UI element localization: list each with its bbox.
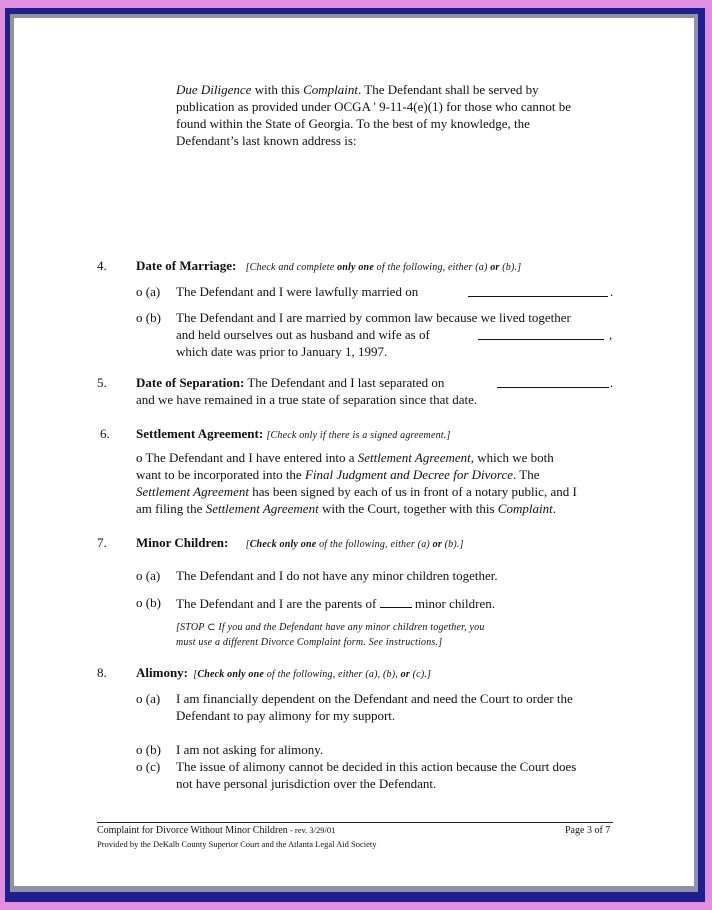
section-4-title: Date of Marriage: [136, 258, 237, 273]
intro-italic-due-diligence: Due Diligence [176, 82, 252, 97]
section-4-number: 4. [97, 258, 107, 273]
note-bold: Check only one [249, 539, 317, 550]
marriage-date-blank[interactable] [468, 284, 608, 302]
checkbox-8c[interactable]: o (c) [136, 759, 161, 774]
note-text: (b).] [441, 539, 464, 550]
section-5-number: 5. [97, 375, 107, 390]
section-5-line-1 [136, 375, 444, 392]
section-6-text: o The Defendant and I have entered into a [136, 450, 358, 465]
section-4b-line-1: The Defendant and I are married by common law because we lived together [176, 310, 571, 325]
intro-line-2: publication as provided under OCGA ' 9-11-4(e)(1) for those who cannot be [176, 99, 572, 114]
footer-page-number: Page 3 of 7 [565, 825, 611, 836]
section-8-note [193, 669, 431, 680]
intro-italic-complaint: Complaint [303, 82, 359, 97]
section-6-text: with the Court, together with this [318, 501, 498, 516]
note-text: [Check and complete [245, 262, 338, 273]
section-8a-line-1: I am financially dependent on the Defendant and need the Court to order the [176, 691, 573, 706]
note-text: of the following, either (a) [373, 262, 491, 273]
section-8b-text: I am not asking for alimony. [176, 742, 324, 757]
section-6-text: . [552, 501, 556, 516]
checkbox-8a[interactable]: o (a) [136, 691, 161, 706]
section-5-title: Date of Separation: [136, 375, 245, 390]
section-7-note [246, 539, 464, 550]
section-5-text: The Defendant and I last separated on [244, 375, 445, 390]
note-bold: or [400, 669, 410, 680]
intro-line-4: Defendant’s last known address is: [176, 133, 357, 148]
section-6-line-2 [136, 467, 540, 484]
section-4a-end: . [610, 284, 614, 299]
section-6-title: Settlement Agreement: [136, 426, 264, 441]
section-6-line-1[interactable] [136, 450, 554, 467]
checkbox-4b[interactable]: o (b) [136, 310, 161, 325]
checkbox-8b[interactable]: o (b) [136, 742, 161, 757]
note-text: (c).] [409, 669, 432, 680]
intro-line-1 [176, 82, 539, 99]
section-6-text: , which we both [470, 450, 554, 465]
section-6-italic: Settlement Agreement [205, 501, 319, 516]
section-6-text: am filing the [136, 501, 206, 516]
note-bold: or [432, 539, 442, 550]
section-8-heading [136, 665, 431, 684]
note-bold: only one [337, 262, 374, 273]
intro-text: . The Defendant shall be served by [358, 82, 539, 97]
section-7-title: Minor Children: [136, 535, 229, 550]
section-6-italic: Settlement Agreement [357, 450, 471, 465]
section-8c-line-2: not have personal jurisdiction over the Defendant. [176, 776, 437, 791]
section-4-note [246, 262, 522, 273]
note-text: of the following, either (a) [316, 539, 433, 550]
note-text: [ [193, 669, 198, 680]
footer-title [97, 825, 335, 836]
section-4b-end: , [609, 327, 613, 342]
section-7b-text-pre: The Defendant and I are the parents of [176, 596, 380, 611]
checkbox-4a[interactable]: o (a) [136, 284, 161, 299]
document-page [14, 18, 694, 886]
section-6-italic: Complaint [497, 501, 553, 516]
common-law-date-blank[interactable] [478, 327, 604, 345]
note-text: [ [245, 539, 250, 550]
section-4-heading [136, 258, 521, 277]
section-6-heading [136, 426, 451, 445]
section-6-line-3 [136, 484, 577, 501]
checkbox-7a[interactable]: o (a) [136, 568, 161, 583]
section-4b-line-2: and held ourselves out as husband and wife as of [176, 327, 430, 342]
stop-note-line-1: [STOP ⊂ If you and the Defendant have any minor children together, you [176, 622, 485, 633]
section-6-italic: Final Judgment and Decree for Divorce [304, 467, 514, 482]
section-8-number: 8. [97, 665, 107, 680]
footer-revision: - rev. 3/29/01 [287, 825, 336, 835]
section-6-italic: Settlement Agreement [136, 484, 249, 499]
footer-title-text: Complaint for Divorce Without Minor Children [97, 825, 288, 836]
stop-note-line-2: must use a different Divorce Complaint form. See instructions.] [176, 637, 443, 648]
separation-date-blank[interactable] [497, 375, 609, 393]
section-7a-text: The Defendant and I do not have any minor children together. [176, 568, 498, 583]
section-6-text: want to be incorporated into the [136, 467, 305, 482]
section-8a-line-2: Defendant to pay alimony for my support. [176, 708, 396, 723]
section-7-number: 7. [97, 535, 107, 550]
section-5-end: . [610, 375, 614, 390]
checkbox-7b[interactable]: o (b) [136, 595, 161, 610]
footer-provided-by: Provided by the DeKalb County Superior Court and the Atlanta Legal Aid Society [97, 839, 377, 849]
section-6-text: . The [513, 467, 540, 482]
section-6-note: [Check only if there is a signed agreement.] [266, 430, 451, 441]
section-6-number: 6. [100, 426, 110, 441]
intro-text: with this [251, 82, 304, 97]
note-bold: or [490, 262, 500, 273]
section-5-line-2: and we have remained in a true state of separation since that date. [136, 392, 478, 407]
footer-rule [97, 822, 613, 823]
note-bold: Check only one [197, 669, 265, 680]
section-7b-text-post: minor children. [411, 596, 495, 611]
section-6-line-4 [136, 501, 556, 518]
section-8c-line-1: The issue of alimony cannot be decided in this action because the Court does [176, 759, 577, 774]
intro-line-3: found within the State of Georgia. To the best of my knowledge, the [176, 116, 530, 131]
section-8-title: Alimony: [136, 665, 188, 680]
section-7-heading [136, 535, 464, 554]
section-7b-text [176, 595, 495, 613]
note-text: of the following, either (a), (b), [264, 669, 401, 680]
section-4a-text: The Defendant and I were lawfully married on [176, 284, 419, 299]
note-text: (b).] [499, 262, 522, 273]
section-4b-line-3: which date was prior to January 1, 1997. [176, 344, 388, 359]
section-6-text: has been signed by each of us in front of a notary public, and I [249, 484, 577, 499]
children-count-blank[interactable] [380, 595, 412, 608]
